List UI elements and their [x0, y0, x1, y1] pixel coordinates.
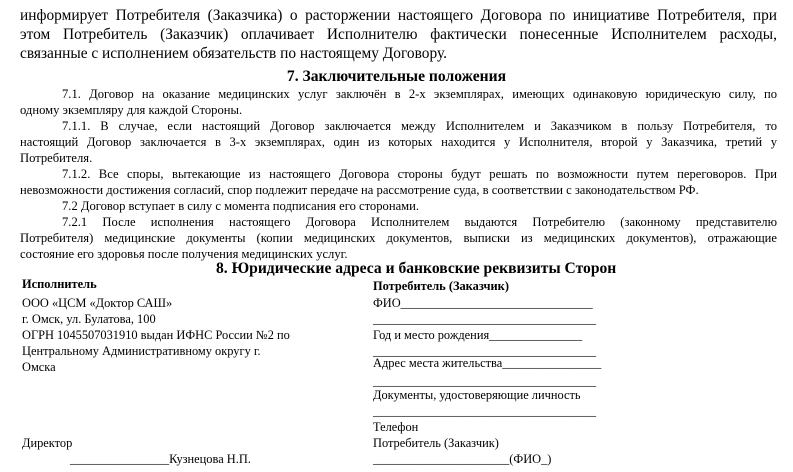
consumer-blank-line-3: ____________________________________ — [373, 374, 597, 388]
consumer-heading: Потребитель (Заказчик) — [373, 279, 509, 293]
intro-line-1: информирует Потребителя (Заказчика) о расторжении настоящего Договора по инициативе Потребителя, при — [20, 7, 777, 24]
clause-7-2-1-line-1: 7.2.1 После исполнения настоящего Договора Исполнителем выдаются Потребителю (законному представителю — [62, 215, 777, 229]
consumer-blank-line-4: ____________________________________ — [373, 404, 597, 418]
section-7-title: 7. Заключительные положения — [286, 68, 507, 85]
clause-7-2-1-line-3: состояние его здоровья после получения медицинских услуг. — [20, 247, 348, 261]
consumer-birth-field: Год и место рождения_______________ — [373, 328, 583, 342]
executor-okrug: Центральному Административному округу г. — [22, 344, 261, 358]
executor-heading: Исполнитель — [22, 277, 97, 291]
consumer-address-field: Адрес места жительства________________ — [373, 356, 602, 370]
consumer-blank-line-1: ____________________________________ — [373, 312, 597, 326]
clause-7-1-2-line-1: 7.1.2. Все споры, вытекающие из настоящего Договора стороны будут решать по возможности путем переговоров. При — [62, 167, 777, 181]
executor-city: Омска — [22, 360, 56, 374]
executor-ogrn: ОГРН 1045507031910 выдан ИФНС России №2 по — [22, 328, 290, 342]
intro-line-3: связанные с исполнением обязательств по настоящему Договору. — [20, 45, 447, 62]
consumer-sign-line: ______________________(ФИО_) — [373, 452, 552, 466]
clause-7-1-1-line-1: 7.1.1. В случае, если настоящий Договор заключается между Исполнителем и Заказчиком в пользу Потребителя, то — [62, 119, 777, 133]
clause-7-1-1-line-2: настоящий Договор заключается в 3-х экземплярах, один из которых находится у Исполнителя, второй у Заказчика, третий у — [20, 135, 777, 149]
consumer-sign-label: Потребитель (Заказчик) — [373, 436, 499, 450]
clause-7-1-2-line-2: невозможности достижения согласий, спор подлежит передаче на рассмотрение суда, в соответствии с законодательством РФ. — [20, 183, 699, 197]
clause-7-2-1-line-2: Потребителя) медицинские документы (копии медицинских документов, выписки из медицинских документов), отражающие — [20, 231, 777, 245]
intro-line-2: этом Потребитель (Заказчик) оплачивает Исполнителю фактически понесенные Исполнителем расходы, — [20, 26, 777, 43]
clause-7-1-line-2: одному экземпляру для каждой Стороны. — [20, 103, 243, 117]
executor-address: г. Омск, ул. Булатова, 100 — [22, 312, 156, 326]
consumer-fio-field: ФИО_______________________________ — [373, 296, 593, 310]
clause-7-1-1-line-3: Потребителя. — [20, 151, 93, 165]
clause-7-1-line-1: 7.1. Договор на оказание медицинских услуг заключён в 2-х экземплярах, имеющих одинаковую юридическую силу, по — [62, 87, 777, 101]
director-label: Директор — [22, 436, 73, 450]
consumer-documents-label: Документы, удостоверяющие личность — [373, 388, 581, 402]
consumer-phone-label: Телефон — [373, 420, 419, 434]
consumer-blank-line-2: ____________________________________ — [373, 344, 597, 358]
section-8-title: 8. Юридические адреса и банковские реквизиты Сторон — [216, 260, 617, 277]
director-signature: ________________Кузнецова Н.П. — [70, 452, 251, 466]
clause-7-2-line: 7.2 Договор вступает в силу с момента подписания его сторонами. — [62, 199, 420, 213]
executor-name: ООО «ЦСМ «Доктор САШ» — [22, 296, 173, 310]
